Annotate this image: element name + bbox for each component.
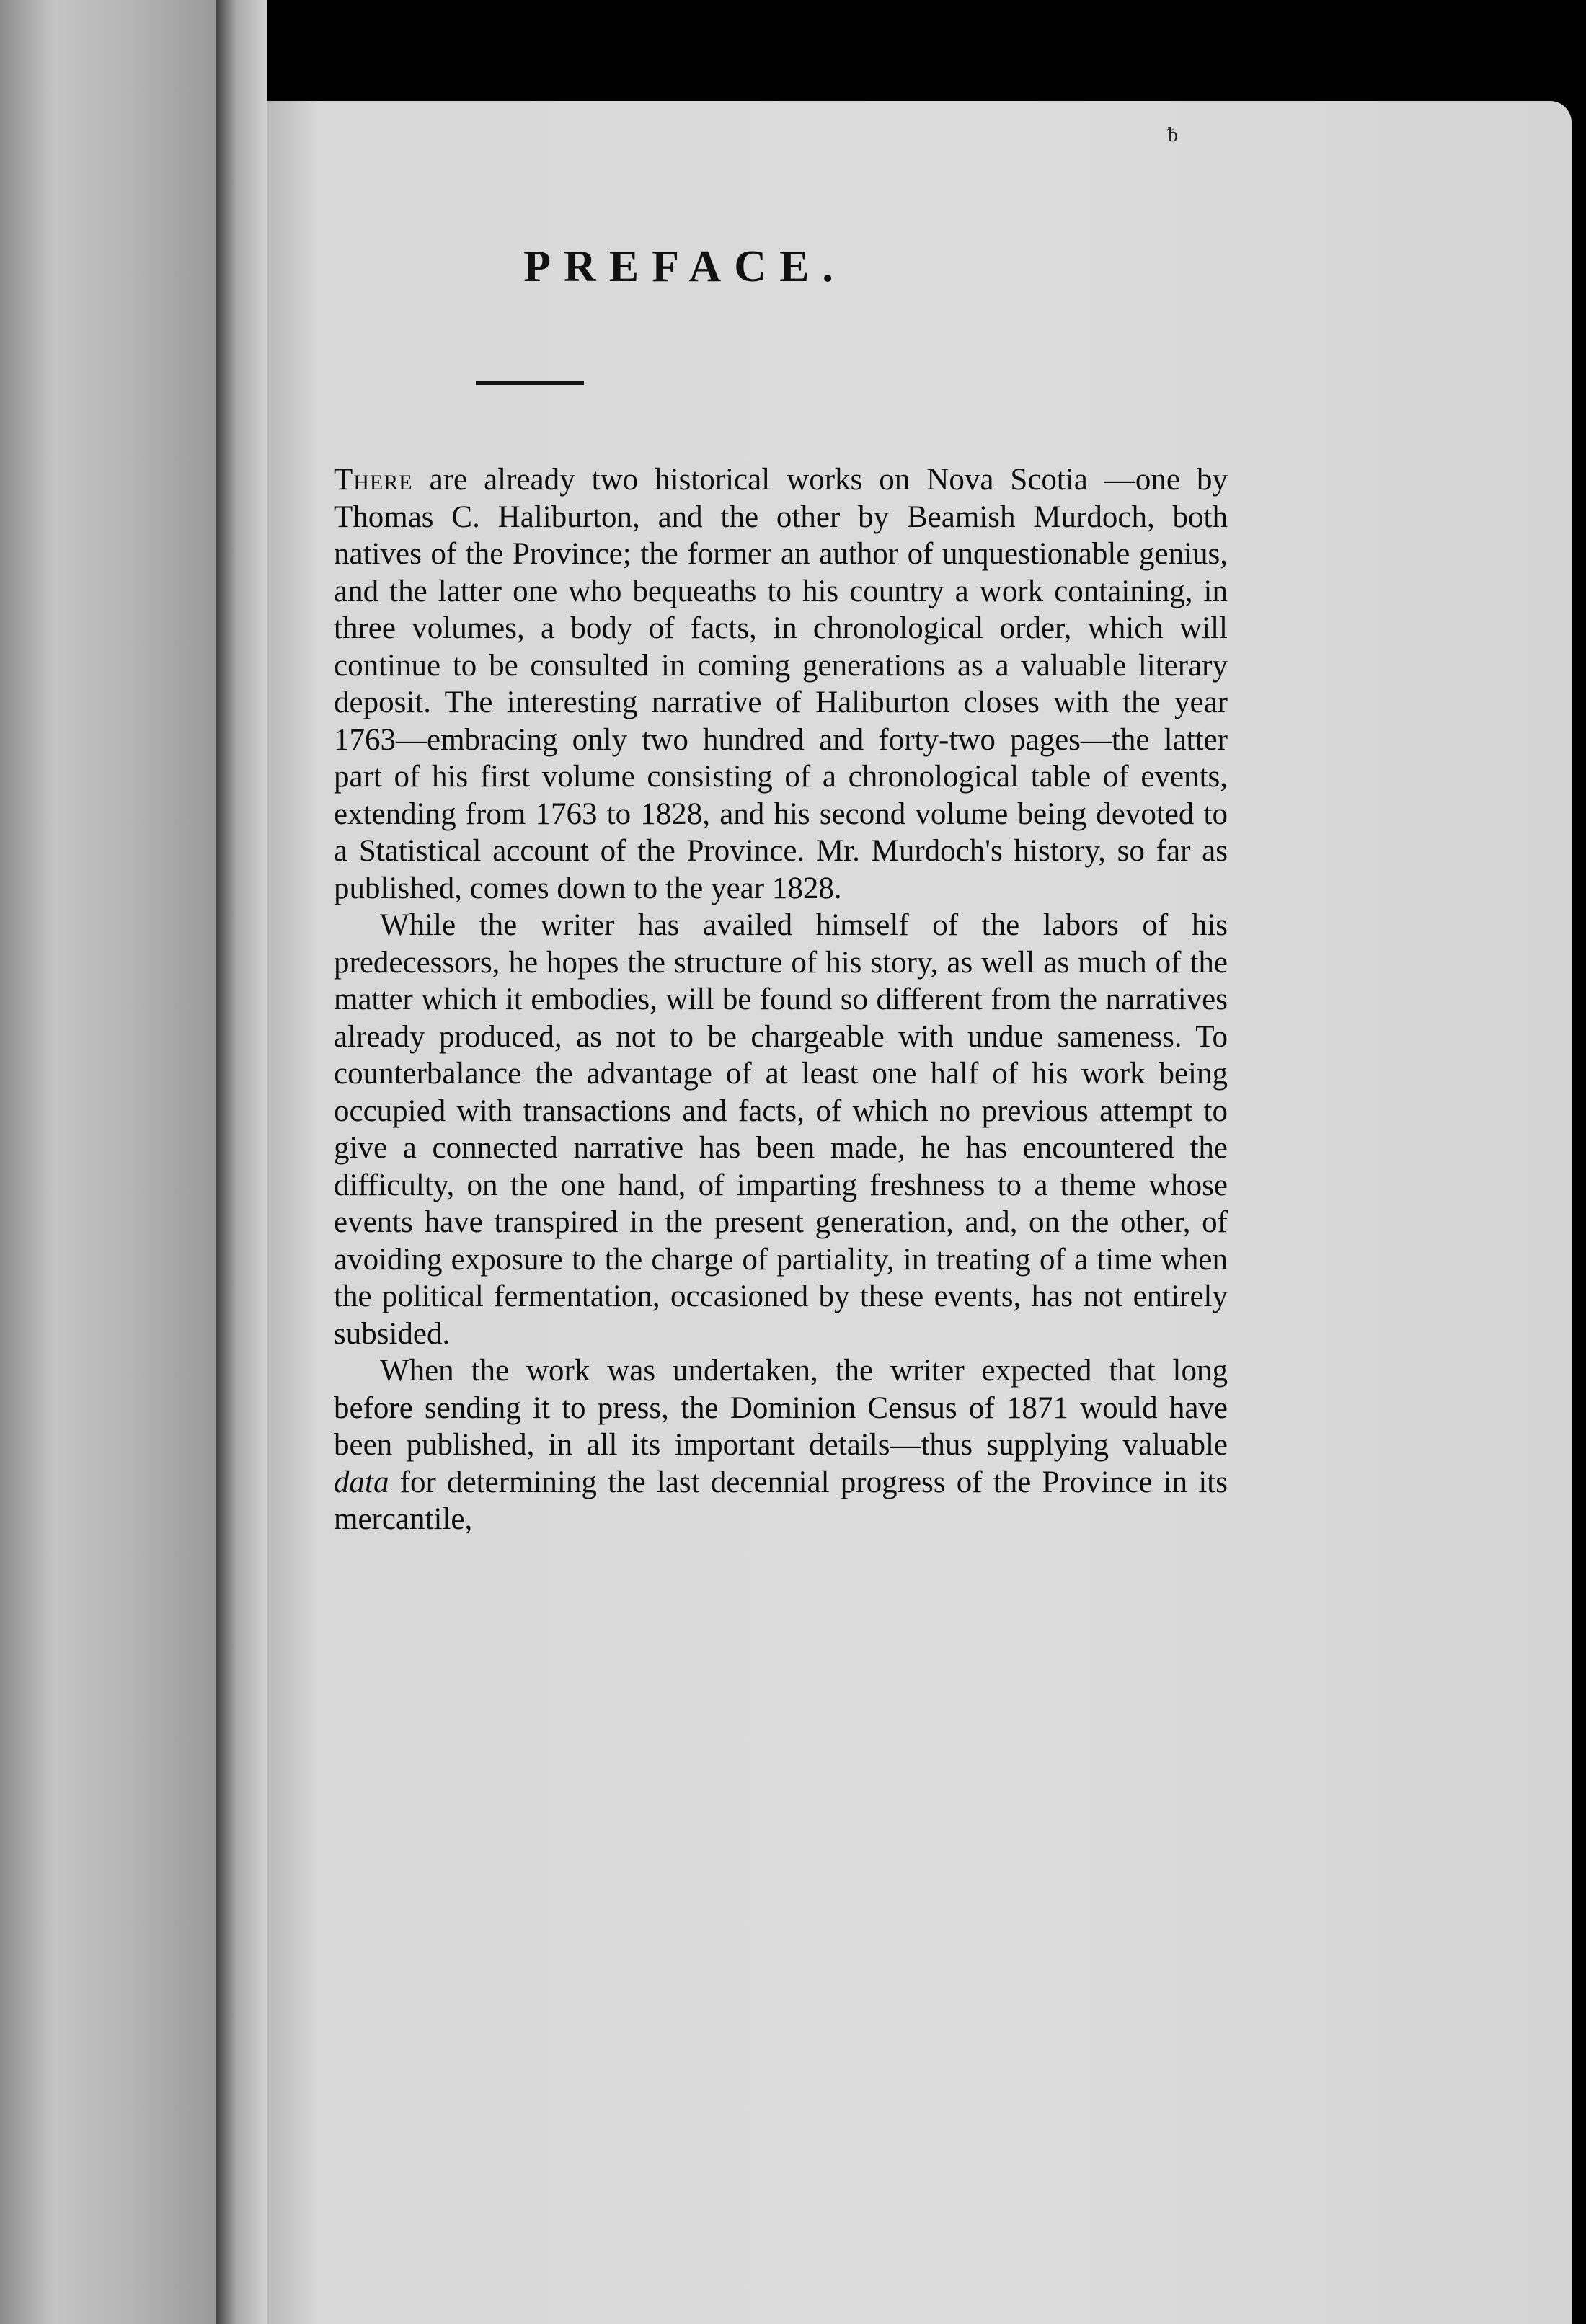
paragraph-text: When the work was undertaken, the writer expected that long before sending it to press, the Dominion Census of 1871 would have been published, in all its important details—thus supplying valuable <box>334 1354 1228 1462</box>
paragraph-3 <box>334 1352 1228 1538</box>
paragraph-2 <box>334 907 1228 1352</box>
paragraph-1 <box>334 461 1228 907</box>
page-mark: ᵬ <box>1168 123 1178 146</box>
paragraph-lead: There <box>334 463 413 497</box>
paragraph-text: for determining the last decennial progress of the Province in its mercantile, <box>334 1465 1228 1536</box>
preface-body <box>334 461 1228 1538</box>
paragraph-text: are already two historical works on Nova Scotia —one by Thomas C. Haliburton, and the other by Beamish Murdoch, both natives of the Province; the former an author of unquestionable genius, and the latter one who bequeaths to his country a work containing, in three volumes, a body of facts, in chronological order, which will continue to be consulted in coming generations as a valuable literary deposit. The interesting narrative of Haliburton closes with the year 1763—embracing only two hundred and forty-two pages—the latter part of his first volume consisting of a chronological table of events, extending from 1763 to 1828, and his second volume being devoted to a Statistical account of the Province. Mr. Murdoch's history, so far as published, comes down to the year 1828. <box>334 463 1228 905</box>
facing-page-edge <box>0 0 216 2324</box>
page-title: PREFACE. <box>523 242 846 291</box>
paragraph-text: While the writer has availed himself of the labors of his predecessors, he hopes the structure of his story, as well as much of the matter which it embodies, will be found so different from the narratives already produced, as not to be chargeable with undue sameness. To counterbalance the advantage of at least one half of his work being occupied with transactions and facts, of which no previous attempt to give a connected narrative has been made, he has encountered the difficulty, on the one hand, of imparting freshness to a theme whose events have transpired in the present generation, and, on the other, of avoiding exposure to the charge of partiality, in treating of a time when the political fermentation, occasioned by these events, has not entirely subsided. <box>334 908 1228 1351</box>
title-rule <box>476 381 584 385</box>
book-gutter <box>216 0 267 2324</box>
italic-term: data <box>334 1465 389 1499</box>
